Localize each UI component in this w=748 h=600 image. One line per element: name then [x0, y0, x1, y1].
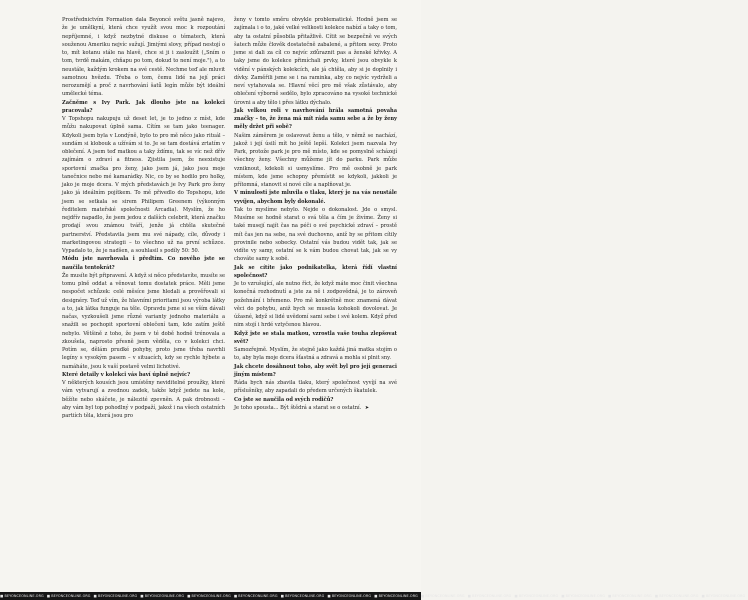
watermark-text: ■ BEYONCEONLINE.ORG — [280, 594, 325, 598]
watermark-text: ■ BEYONCEONLINE.ORG — [93, 594, 138, 598]
watermark-text: ■ BEYONCEONLINE.ORG — [561, 594, 605, 598]
watermark-text: ■ BEYONCEONLINE.ORG — [46, 594, 91, 598]
watermark-text: ■ BEYONCEONLINE.ORG — [374, 594, 418, 598]
answer-paragraph: ženy v tomto směru obvykle problematické. Hodně jsem se zajímala i o to, jaké velké velikosti kolekce nabízí a taky o tom, aby ta ostatní působila přitažlivě. Cítit se bezpečně ve svých šatech může člověk dostatečně zabalené, a přitom sexy. Proto jsme si dali za cíl co nejvíc zdůraznit pas a ženské křivky. A taky jsme do kolekce přimíchali prvky, které jsou obvykle k vidění v pánských kolekcích, ale já chtěla, aby si je doplnily i dívky. Zaměřili jsme se i na raminka, aby co nejvíc vydrželi a neví vytahovala se. Hlavní věcí pro mě však zůstávalo, aby oblečení výborně sedělo, bylo zpracováno na vysoké technické úrovni a aby tělo i přes látku dýchalo. — [234, 17, 397, 106]
watermark-text: ■ BEYONCEONLINE.ORG — [514, 594, 559, 598]
watermark-text: ■ BEYONCEONLINE.ORG — [140, 594, 185, 598]
watermark-text: ■ BEYONCEONLINE.ORG — [327, 594, 372, 598]
answer-paragraph: Že musíte být připravení. A když si něco představíte, musíte se tomu plně oddat a věnovat tomu dostatek práce. Měli jsme nespočet schůzek: celé měsíce jsme hledali a prověřovali si designéry. Teď už vím, že hlavními prioritami jsou výroba látky a to, jak látka funguje na těle. Opravdu jsme si se vším dávali načas, vyzkoušeli jsme různé varianty jednoho materiálu a snažili se pochopit sportovní oblečení tam, kde zatím ještě nebylo. Většině z toho, že jsem v té době hodně trénovala a zkoušela, naprosto přesně jsem věděla, co v kolekci chci. Potím se, dělám prudké pohyby, proto jsme třeba navrhli legíny s vysokým pasem – v situacích, kdy se rychle hýbete a namáháte, jsou k vaší postavě velmi lichotivé. — [62, 272, 225, 370]
answer-paragraph: Je to vzrušující, ale nutno říct, že když máte moc činit všechna konečná rozhodnutí a jste za ně i zodpovědná, je to zároveň požehnání i břemeno. Pro mě konkrétně moc znamená dávat věci do pohybu, aniž bych se musela kohokoli dovolovat. Je úžasné, když si lidé uvědomí sami sebe i své kolem. Když před nim stojí i hrdé vztyčenou hlavou. — [234, 281, 397, 329]
answer-paragraph: Ráda bych nás zbavila tlaku, který společnost vyvíjí na své příslušníky, aby zapadali do předem určených škatulek. — [234, 380, 397, 395]
interview-question: Když jste se stala matkou, vzrostla vaše touha zlepšovat svět? — [234, 330, 397, 345]
interview-question: Začněme s Ivy Park. Jak dlouho jste na kolekci pracovala? — [62, 99, 225, 114]
footer-watermark-strip — [0, 592, 746, 600]
answer-paragraph: Samozřejmě. Myslím, že stejně jako každá jiná matka stojím o to, aby byla moje dcera šťastná a zdravá a mohla si plnit sny. — [234, 347, 397, 362]
watermark-text: ■ BEYONCEONLINE.ORG — [233, 594, 278, 598]
watermark-text: ■ BEYONCEONLINE.ORG — [701, 594, 746, 598]
watermark-text: ■ BEYONCEONLINE.ORG — [420, 594, 465, 598]
interview-question: Které detaily v kolekci vás baví úplně nejvíc? — [62, 371, 191, 378]
answer-paragraph: Tak to myslíme nebylo. Nejde o dokonalost. Jde o smysl. Musíme se hodně starat o svá těla a čím je živíme. Ženy si také musejí najít čas na péči o své psychické zdraví – prostě mít čas jen na sebe, na své duchovno, aniž by se přitom cítily provinile nebo sobecky. Ostatní vás budou vidět tak, jak se vidíte vy samy, ostatní se k vám budou chovat tak, jak se vy chováte samy k sobě. — [234, 206, 397, 263]
interview-question: Jak velkou roli v navrhování hrála samotná povaha značky – to, že žena má mít ráda samu sebe a že by ženy měly držet při sobě? — [234, 107, 397, 131]
answer-paragraph: Našim záměrem je oslavovat ženu a tělo, v němž se nachází, jakož i její úsilí mít ho ještě lepší. Kolekci jsem nazvala Ivy Park, protože park je pro mě místo, kde se pomyslně scházejí všechny ženy. Všechny můžeme jít do parku. Park může vzniknout, kdekoli si usmyslíme. Pro mě osobně je park místem, kde jsme schopny přemístit se kdykoli, jakkoli je přítomná, stanovit si nové cíle a naplňovat je. — [234, 132, 397, 188]
interview-question: V minulosti jste mluvila o tlaku, který je na vás neustále vyvíjen, abychom byly dokonalé. — [234, 190, 397, 205]
article-columns — [62, 16, 397, 586]
answer-paragraph: V Topshopu nakupuju už deset let, je to jedno z míst, kde můžu nakupovat úplně sama. Cítím se tam jako teenager. Kdykoli jsem byla v Londýně, bylo to pro mě něco jako rituál – sundám si klobouk a užívám si to. Je se tam dostává zrtatím v oblečení. A jsem teď matkou a taky ždímu, tak se víc než dřív zajímám o zdraví a fitness. Zjistila jsem, že neexistuje sportovní značka pro ženy, jako jsem já, jako jsou moje tanečnice nebo mé kamarádky. Nic, co by se hodilo pro holky, jako je moje dcera. V mých představách je Ivy Park pro ženy jako já ideálním pojítkem. To mě přivedlo do Topshopu, kde jsem se setkala se sirem Philipem Greenem (výkonným ředitelem mateřské společnosti Arcadia). Myslím, že ho nejdřív napadlo, že jsem jedou z dalších celebrit, která značku prodají svou známou tváří, jenže já chtěla skutečné partnerství. Představila jsem mu své nápady, cíle, důvody i marketingovou strategii – to všechno už na první schůzce. Vypadalo to, že je nadšen, a souhlasil s podíly 50: 50. — [62, 116, 225, 254]
right-column — [234, 16, 397, 586]
watermark-text: ■ BEYONCEONLINE.ORG — [0, 594, 44, 598]
watermark-text: ■ BEYONCEONLINE.ORG — [187, 594, 231, 598]
answer-paragraph: Prostřednictvím Formation dala Beyoncé světu jasně najevo, že je umělkyní, která chce využít svou moc k rozpoutání nepříjemné, i když nezbytné diskuse o tématech, která souženou Ameriku nejvíc sužují. Jimiými slovy, případ nestojí o to, mít kotanu stále na hlavě, chce si ji i zasloužit („Sním o tom, tvrdě makám, chňapu po tom, dokud to není moje."), a to neustále, každým krokem na své cestě. Nechme teď ale mluvit samotnou hvězdu. Třeba o tom, čemu lidé na její práci nerozumějí a proč z navrhování šatů legín může být ideální umělecké téma. — [62, 17, 225, 98]
answer-paragraph: V některých kousích jsou umístěny neviditelné proužky, které vám vytvarují a zvednou zadek, takže když jedete na kole, běžíte nebo skáčete, je nálezité zpevněn. A pak drobnosti – aby vám byl top pohodlný v podpaží, jakož i na všech ostatních partiích těla, která jsou pro — [62, 380, 225, 419]
continue-arrow-icon: ➤ — [364, 404, 370, 411]
watermark-text: ■ BEYONCEONLINE.ORG — [607, 594, 652, 598]
watermark-text: ■ BEYONCEONLINE.ORG — [654, 594, 699, 598]
interview-question: Co jste se naučila od svých rodičů? — [234, 396, 334, 403]
watermark-text: ■ BEYONCEONLINE.ORG — [467, 594, 512, 598]
interview-question: Jak chcete dosáhnout toho, aby svět byl pro její generaci jiným místem? — [234, 363, 397, 378]
interview-question: Módu jste navrhovala i předtím. Co nového jste se naučila tentokrát? — [62, 256, 225, 271]
answer-paragraph: Je toho spousta... Být štědrá a starat se o ostatní. ➤ — [234, 404, 370, 411]
left-column — [62, 16, 225, 586]
interview-question: Jak se cítíte jako podnikatelka, která řídí vlastní společnost? — [234, 264, 397, 279]
